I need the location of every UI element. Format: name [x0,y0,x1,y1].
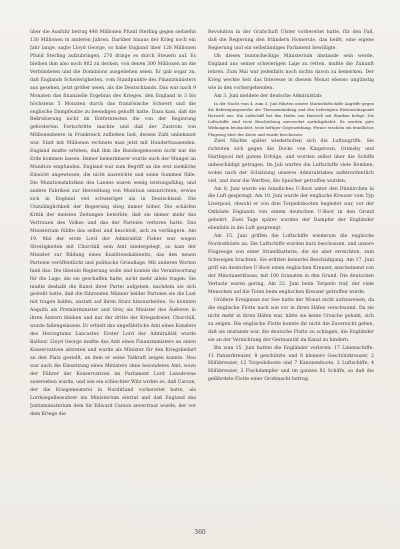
paragraph: über die Ausfuhr betrug 448 Millionen Pfund Sterling gegen siebzehn 130 Millionen in anderen Jahren. Darüber hinaus der Krieg noch ein Jahr lange, sagte Lloyd George, so habe England über 128 Millionen Pfund Sterling aufzubringen, 270 dringe es durch Steuern auf. Es bleiben ihm also noch 862 zu decken, von denen 300 Millionen an die Verbündeten und die Dominions ausgeliehen seien. Er gab sogar zu, daß Englands Schwierigkeiten, vom Standpunkte des Finanzministers aus gesehen, jetzt größer seien, als die Deutschlands. Das war nach 9 Monaten das finanzielle Ergebnis des Krieges, den England in 3 bis höchstens 5 Monaten durch das französische Schwert und die englische Dampfwalze zu beendigen gehofft hatte. Dazu kam, daß die Rekrutierung nicht im Entferntesten die von der Regierung geforderten Fortschritte machte und daß der Zustrom von Millionenheere in Frankreich zufließen ließ, dessen Zahl unbekannt war. Statt mit Millionen rechnete man jetzt mit Hunderttausenden. England mußte erleben, daß ihm die Bundesgenossen nicht nur die Erde kommen lassen. Immer bemerkbarer wurde auch der Mangel an Munition empfunden. England war zum Begriff an die erst ziemliche Einsicht angewiesen, die nicht ausreichte und seine Summen fülle. Die Munitionsfabriken des Landes waren wenig leistungsfähig, und andere Fabriken zur Herstellung von Munition einzurichten, erwies sich in England viel schwieriger als in Deutschland. Die Unzulänglichkeit der Regierung stieg immer höher. Die schärfen Kritik der meisten Zeitungen bewirkte, daß sie immer mehr das Vertrauen des Volkes und das der Parteien verloren hatte. Das Ministerium fühlte das selbst und beschloß, sich zu verlängern. Am 19. Mai der erste Lord der Admiralität Fisher war wegen Streitigkeiten mit Churchill sein Amt niedergelegt, so kam der Minister zur Bildung eines Koalitionskabinetts, das den neuen Parteien veröffentlicht und politische Grundlage. Mit anderen Worten hieß das: Die liberale Regierung wolle und konnte die Verantwortung für die Lage, die sie geschaffen hatte, nicht mehr allein tragen. Sie mußte deshalb die Kunst ihrer Partei aufgeben, nachdem sie sich gestellt hatte, daß die führenden Männer beider Parteien sie die Last mit tragen halfen, anstatt auf ihren Sturz hinzuarbeiten. So konnten Asquith als Premierminister und Grey als Minister des Äußeren in ihren Ämtern bleiben und nur der dritte der Kriegsdreier, Churchill, wurde fallengelassen. Er erhielt das ungefährliche Amt eines Kanzlers des Herzogtums Lancaster. Erster Lord der Admiralität wurde Balfour. Lloyd George mußte das Amt eines Finanzministers an einen Konservativen abtreten und wurde als Minister für den Kriegsbedarf an den Platz gestellt, an dem er seine Tatkraft zeigen konnte. Neu war auch die Einsetzung eines Ministers ohne besonderes Amt, wozu der Führer der Konservativen im Parlament Lord Lansdowne ausersehen wurde, und wie ein schlechter Witz wirkte es, daß Carson, der die Kriegsmeuterei in Nordirland vorbereitet hatte, als Lordsiegelbewahrer ins Ministerium eintrat und daß England das Justizministerium dem Sir Edward Carson anvertraut wurde, der vor dem Kriege die [30,30,196,417]
quoted-report: In der Nacht vom 4. zum 5. Juni führten unsere Marineluftschiffe Angriffe gegen die Befestigungswerke der Themsemündung und den befestigten Küstenstützpunkt Harwich aus. Ein Luftschiff hat den Hafen von Harwich mit Bomben belegt. Die Luftschiffe sind trotz Beschießung unversehrt zurückgekehrt. Es wurden gute Wirkungen beobachtet, trotz heftiger Gegenwirkung. Ferner erschien ein feindliches Flugzeug über der Küste und wurde beschossen. [208,100,374,137]
right-column [208,29,374,519]
page-number: 360 [194,529,206,536]
paragraph: Revolution in der Grafschaft Ulster vorbereitet hatte, für den Fall, daß die Regierung den Irländern Homerule, das heißt, eine eigene Regierung und ein selbständiges Parlament bewilligte. [208,30,374,51]
left-column [30,29,196,519]
paragraph: Am 8. Juni wurde ein feindliches U-Boot unter den Dünkirchen in die Luft gesprengt. Am 10. Juni wurde der englische Kreuzer vom Typ Liverpool, obwohl er von drei Torpedobooten begleitet war, vor der Ostküste Englands von einem deutschen U-Boot in den Grund gebohrt. Zwei Tage später wurden der Dampfer der Engländer ebenfalls in die Luft gesprengt. [208,186,374,232]
paragraph: Bis zum 15. Juni hatten die Engländer verloren: 17 Linienschiffe, 11 Panzerkreuzer, 8 geschützte und 8 kleinere Geschützkreuzer, 2 Hilfskreuzer, 12 Torpedoboote und 7 Kanonenboote, 2 Luftschiffe, 4 Hilfskreuzer, 2 Fischdampfer und im ganzen 82 Schiffe, so daß die gefährdete Flotte einer Großmacht betrug. [208,345,374,383]
paragraph: Am 3. Juni meldete der deutsche Admiralstab: [214,93,323,99]
paragraph: Am 15. Juni griffen die Luftschiffe wiederum die englische Nordostküste an. Die Luftschiffe wurden kurz beschossen, und unsere Flugzeuge von einer Strandbatterie, die sie aber erreichten, zum Schweigen brachten. Sie erlitten keinerlei Beschädigung. Am 17. Juni griff ein deutsches U-Boot einen englischen Kreuzer, anscheinend von der Minotauerklasse, mit 100 Granaten in den Grund. Die deutschen Verluste waren gering. Am 22. Juni beim Torpedo traf, der viele Menschen auf die Toten beim englischen Kreuzer getroffen wurde. [208,234,374,295]
paragraph: Zwei Nächte später wiederholten sich die Luftangriffe. Sie richteten sich gegen die Docks von Kingstown, Grimsby und Hartlepool mit gutem Erfolge, und wurden selbst über die Schiffe unbeschädigt getragen. Im Juli warfen die Luftschiffe viele Bomben, wobei nach der Schätzung unseres Admiralstabes außerordentlich viel, und zwar die Werften, die Speicher getroffen wurden. [208,138,374,184]
paragraph: Ob dieses buntscheckige Ministerium imstande sein werde, England aus seiner schwierigen Lage zu retten, mußte die Zukunft lehren. Zum Mai war jedenfalls noch nichts davon zu bemerken. Der Krieg weckte heit das Interesse in diesem Monat ebenso ungünstig wie in den vorhergehenden. [208,53,374,91]
paragraph: Größere Ereignisse zur See hatte der Monat nicht aufzuweisen, da die englische Flotte nach wie vor in ihren Häfen verschwand. Da sie nicht mehr in ihren Häfen war, hätte sie keine Ursache gehabt, sich zu zeigen. Die englische Flotte konnte ihr nicht die Zuversicht geben, daß sie imstande war, die deutsche Flotte zu schlagen, die Engländer sie an der Vernichtung der Germanität im Kanal zu hindern. [208,297,374,343]
two-column-body [30,29,375,519]
